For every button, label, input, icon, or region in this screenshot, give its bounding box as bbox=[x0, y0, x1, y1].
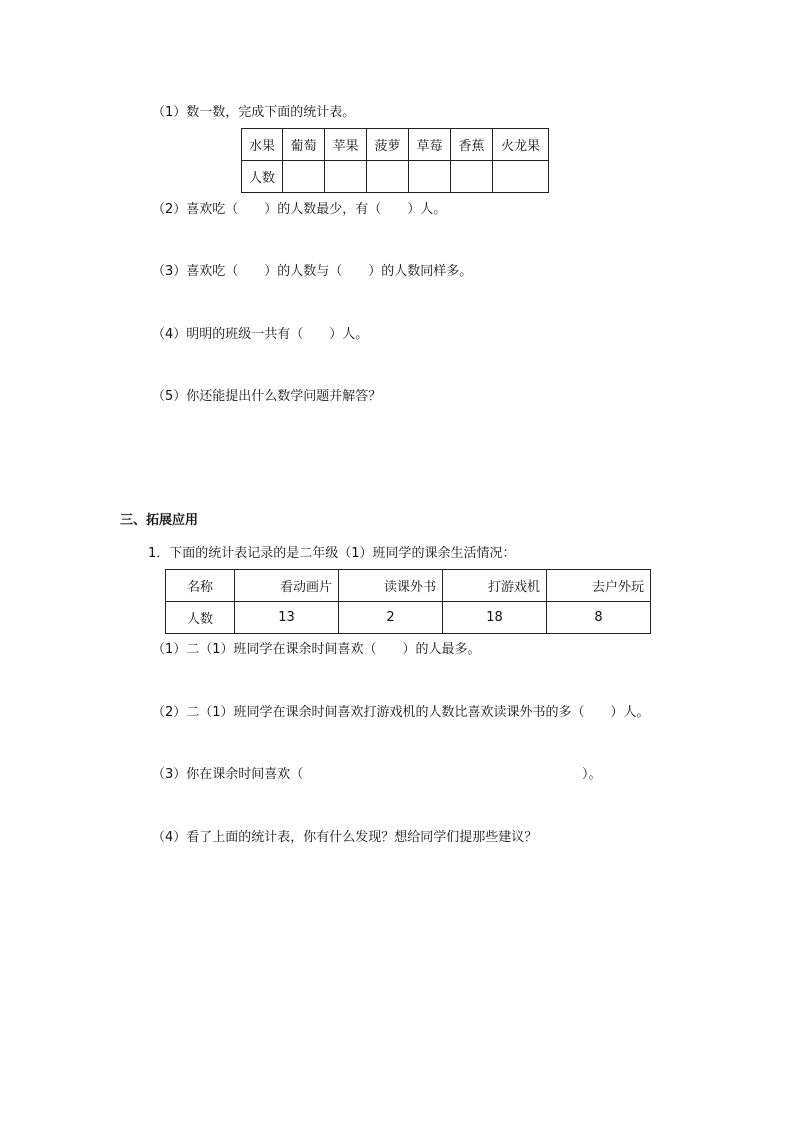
q1-item-4: （4）明明的班级一共有（ ）人。 bbox=[152, 327, 369, 342]
s3-item-4: （4）看了上面的统计表，你有什么发现？想给同学们提那些建议？ bbox=[152, 830, 538, 845]
activity-name: 读课外书 bbox=[339, 570, 443, 602]
table-row bbox=[166, 570, 651, 602]
table-row bbox=[166, 602, 651, 634]
fruit-name: 菠萝 bbox=[367, 129, 409, 161]
fruit-stat-table bbox=[241, 128, 549, 193]
q1-item-5: （5）你还能提出什么数学问题并解答？ bbox=[152, 389, 382, 404]
q1-item-1: （1）数一数，完成下面的统计表。 bbox=[152, 105, 356, 120]
activity-stat-table bbox=[165, 569, 651, 634]
activity-name: 看动画片 bbox=[235, 570, 339, 602]
table-row bbox=[242, 161, 549, 193]
activity-count: 8 bbox=[547, 602, 651, 634]
activity-name: 去户外玩 bbox=[547, 570, 651, 602]
activity-count: 13 bbox=[235, 602, 339, 634]
problem-1-intro: 1．下面的统计表记录的是二年级（1）班同学的课余生活情况： bbox=[148, 546, 516, 561]
fruit-name: 葡萄 bbox=[283, 129, 325, 161]
fruit-count-cell[interactable] bbox=[283, 161, 325, 193]
fruit-name: 草莓 bbox=[409, 129, 451, 161]
q1-item-2: （2）喜欢吃（ ）的人数最少，有（ ）人。 bbox=[152, 202, 447, 217]
activity-count-label: 人数 bbox=[166, 602, 235, 634]
fruit-header-label: 水果 bbox=[242, 129, 283, 161]
q1-item-3: （3）喜欢吃（ ）的人数与（ ）的人数同样多。 bbox=[152, 264, 473, 279]
fruit-count-cell[interactable] bbox=[493, 161, 549, 193]
s3-item-1: （1）二（1）班同学在课余时间喜欢（ ）的人最多。 bbox=[152, 642, 481, 657]
fruit-name: 香蕉 bbox=[451, 129, 493, 161]
activity-name: 打游戏机 bbox=[443, 570, 547, 602]
table-row bbox=[242, 129, 549, 161]
activity-header-label: 名称 bbox=[166, 570, 235, 602]
fruit-count-cell[interactable] bbox=[367, 161, 409, 193]
s3-item-3-right: ）。 bbox=[582, 767, 602, 782]
s3-item-2: （2）二（1）班同学在课余时间喜欢打游戏机的人数比喜欢读课外书的多（ ）人。 bbox=[152, 705, 650, 720]
section-title: 三、拓展应用 bbox=[120, 513, 199, 528]
fruit-count-label: 人数 bbox=[242, 161, 283, 193]
fruit-count-cell[interactable] bbox=[451, 161, 493, 193]
fruit-name: 苹果 bbox=[325, 129, 367, 161]
activity-count: 18 bbox=[443, 602, 547, 634]
fruit-name: 火龙果 bbox=[493, 129, 549, 161]
fruit-count-cell[interactable] bbox=[409, 161, 451, 193]
s3-item-3-left: （3）你在课余时间喜欢（ bbox=[152, 767, 304, 782]
fruit-count-cell[interactable] bbox=[325, 161, 367, 193]
activity-count: 2 bbox=[339, 602, 443, 634]
